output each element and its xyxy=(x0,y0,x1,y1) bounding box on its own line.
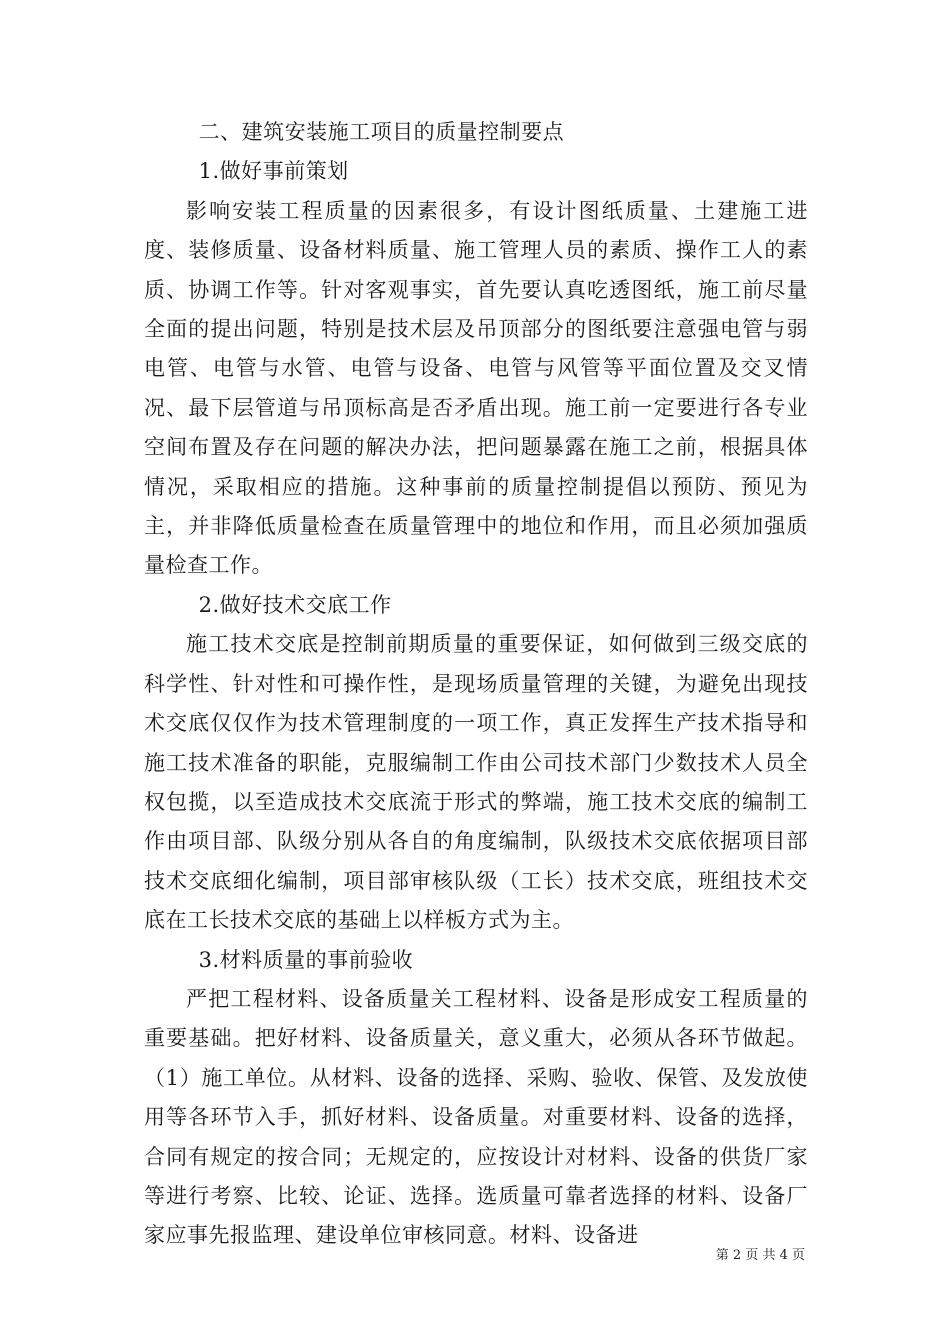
document-body xyxy=(144,113,808,1256)
subsection-heading-1: 1.做好事前策划 xyxy=(198,159,349,184)
section-title: 二、建筑安装施工项目的质量控制要点 xyxy=(198,120,565,144)
paragraph-3: 严把工程材料、设备质量关工程材料、设备是形成安工程质量的重要基础。把好材料、设备质量关，意义重大，必须从各环节做起。（1）施工单位。从材料、设备的选择、采购、验收、保管、及发放使用等各环节入手，抓好材料、设备质量。对重要材料、设备的选择，合同有规定的按合同；无规定的，应按设计对材料、设备的供货厂家等进行考察、比较、论证、选择。选质量可靠者选择的材料、设备厂家应事先报监理、建设单位审核同意。材料、设备进 xyxy=(144,986,808,1248)
paragraph-1: 影响安装工程质量的因素很多，有设计图纸质量、土建施工进度、装修质量、设备材料质量、施工管理人员的素质、操作工人的素质、协调工作等。针对客观事实，首先要认真吃透图纸，施工前尽量全面的提出问题，特别是技术层及吊顶部分的图纸要注意强电管与弱电管、电管与水管、电管与设备、电管与风管等平面位置及交叉情况、最下层管道与吊顶标高是否矛盾出现。施工前一定要进行各专业空间布置及存在问题的解决办法，把问题暴露在施工之前，根据具体情况，采取相应的措施。这种事前的质量控制提倡以预防、预见为主，并非降低质量检查在质量管理中的地位和作用，而且必须加强质量检查工作。 xyxy=(144,198,808,578)
subsection-heading-3: 3.材料质量的事前验收 xyxy=(198,947,414,972)
paragraph-2: 施工技术交底是控制前期质量的重要保证，如何做到三级交底的科学性、针对性和可操作性，是现场质量管理的关键，为避免出现技术交底仅仅作为技术管理制度的一项工作，真正发挥生产技术指导和施工技术准备的职能，克服编制工作由公司技术部门少数技术人员全权包揽，以至造成技术交底流于形式的弊端，施工技术交底的编制工作由项目部、队级分别从各自的角度编制，队级技术交底依据项目部技术交底细化编制，项目部审核队级（工长）技术交底，班组技术交底在工长技术交底的基础上以样板方式为主。 xyxy=(144,632,808,933)
page-number-footer: 第 2 页 共 4 页 xyxy=(715,1248,805,1263)
subsection-heading-2: 2.做好技术交底工作 xyxy=(198,592,392,617)
